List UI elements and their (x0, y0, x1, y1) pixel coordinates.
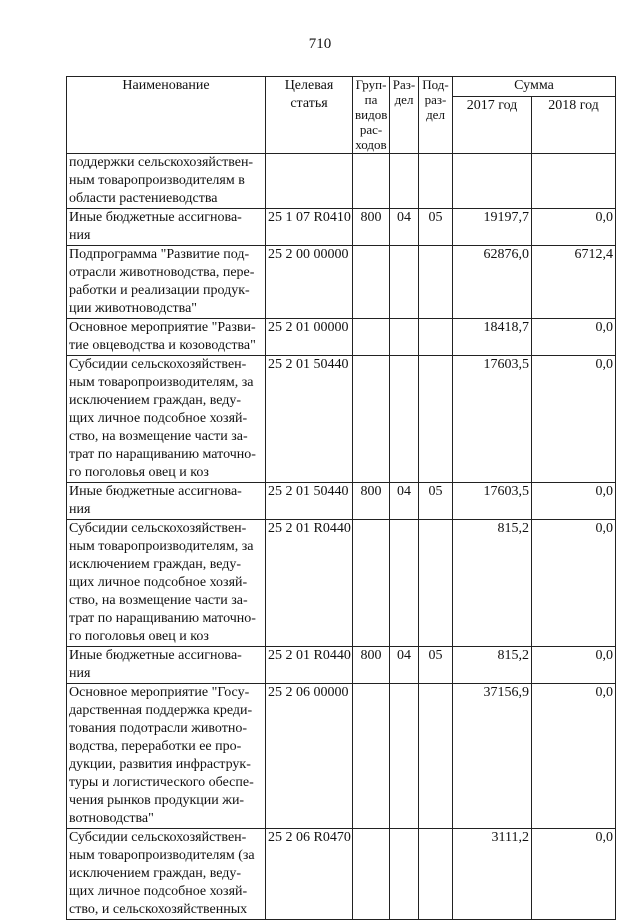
row-name-line: ции животноводства" (69, 301, 198, 316)
row-sum-2017: 815,2 (453, 520, 532, 647)
row-name-line: Иные бюджетные ассигнова- (69, 210, 242, 225)
row-section (390, 356, 419, 483)
row-name-line: го поголовья овец и коз (69, 629, 209, 644)
row-name-line: дукции, развития инфраструк- (69, 757, 251, 772)
row-name-line: ным товаропроизводителям в (69, 173, 245, 188)
row-name-line: ство, на возмещение части за- (69, 429, 248, 444)
row-group (353, 356, 390, 483)
row-name-line: Субсидии сельскохозяйствен- (69, 830, 247, 845)
row-name-line: Субсидии сельскохозяйствен- (69, 521, 247, 536)
row-section (390, 829, 419, 920)
row-name (67, 520, 266, 647)
row-sum-2018: 0,0 (532, 647, 616, 684)
row-name-line: работки и реализации продук- (69, 283, 250, 298)
row-subsection (419, 684, 453, 829)
row-name-line: Иные бюджетные ассигнова- (69, 648, 242, 663)
header-name: Наименование (67, 77, 266, 154)
row-subsection (419, 829, 453, 920)
row-name-line: Субсидии сельскохозяйствен- (69, 357, 247, 372)
header-sum: Сумма (453, 77, 616, 97)
row-section: 04 (390, 647, 419, 684)
row-name-line: чения рынков продукции жи- (69, 793, 245, 808)
row-section (390, 246, 419, 319)
table-body (67, 154, 616, 920)
row-group (353, 829, 390, 920)
row-name-line: Подпрограмма "Развитие под- (69, 247, 250, 262)
header-group-line: рас- (359, 122, 383, 137)
row-name-line: щих личное подсобное хозяй- (69, 575, 248, 590)
row-name-line: ство, на возмещение части за- (69, 593, 248, 608)
row-subsection (419, 520, 453, 647)
header-group (353, 77, 390, 154)
row-name (67, 647, 266, 684)
row-sum-2018: 0,0 (532, 483, 616, 520)
row-group (353, 154, 390, 209)
row-name-line: поддержки сельскохозяйствен- (69, 155, 254, 170)
row-group (353, 246, 390, 319)
row-group: 800 (353, 483, 390, 520)
row-name-line: ния (69, 666, 91, 681)
page-number: 710 (308, 36, 332, 52)
header-subsection-line: раз- (424, 92, 447, 107)
header-target-label: Целевая статья (284, 78, 334, 111)
row-name-line: исключением граждан, веду- (69, 393, 242, 408)
row-sum-2018: 0,0 (532, 829, 616, 920)
table-row (67, 684, 616, 829)
row-sum-2018: 0,0 (532, 356, 616, 483)
row-name-line: ния (69, 228, 91, 243)
row-name (67, 246, 266, 319)
row-name-line: дарственная поддержка креди- (69, 703, 253, 718)
row-sum-2017: 17603,5 (453, 483, 532, 520)
row-name-line: трат по наращиванию маточно- (69, 447, 256, 462)
row-name (67, 684, 266, 829)
header-subsection-line: Под- (422, 77, 449, 92)
row-name-line: Иные бюджетные ассигнова- (69, 484, 242, 499)
row-sum-2017: 18418,7 (453, 319, 532, 356)
row-name-line: водства, переработки ее про- (69, 739, 242, 754)
row-name (67, 829, 266, 920)
row-name-line: ство, и сельскохозяйственных (69, 902, 248, 917)
row-name (67, 154, 266, 209)
row-code: 25 2 01 R0440 (266, 647, 353, 684)
row-subsection: 05 (419, 483, 453, 520)
row-section (390, 154, 419, 209)
table-row (67, 246, 616, 319)
row-group: 800 (353, 209, 390, 246)
header-group-line: па (364, 92, 378, 107)
row-name-line: тования подотрасли животно- (69, 721, 247, 736)
header-year-2017: 2017 год (453, 97, 532, 154)
row-sum-2017: 62876,0 (453, 246, 532, 319)
row-sum-2018: 0,0 (532, 684, 616, 829)
header-group-line: Груп- (355, 77, 387, 92)
row-name-line: ным товаропроизводителям (за (69, 848, 255, 863)
row-name-line: тие овцеводства и козоводства" (69, 338, 256, 353)
row-name-line: отрасли животноводства, пере- (69, 265, 255, 280)
row-subsection (419, 356, 453, 483)
row-code: 25 2 01 R0440 (266, 520, 353, 647)
header-subsection-line: дел (426, 107, 445, 122)
row-name-line: го поголовья овец и коз (69, 465, 209, 480)
row-code: 25 1 07 R0410 (266, 209, 353, 246)
header-section-line: дел (394, 92, 414, 107)
row-code: 25 2 01 00000 (266, 319, 353, 356)
row-sum-2017: 19197,7 (453, 209, 532, 246)
row-section (390, 319, 419, 356)
row-name-line: трат по наращиванию маточно- (69, 611, 256, 626)
table-row (67, 319, 616, 356)
row-section (390, 684, 419, 829)
row-subsection (419, 154, 453, 209)
row-code: 25 2 01 50440 (266, 356, 353, 483)
row-name (67, 209, 266, 246)
row-name-line: исключением граждан, веду- (69, 557, 242, 572)
row-sum-2018: 0,0 (532, 209, 616, 246)
header-target (266, 77, 353, 154)
row-sum-2017: 17603,5 (453, 356, 532, 483)
row-sum-2017: 37156,9 (453, 684, 532, 829)
row-sum-2018: 0,0 (532, 319, 616, 356)
table-row (67, 647, 616, 684)
budget-table (66, 76, 616, 920)
row-name (67, 319, 266, 356)
row-name (67, 483, 266, 520)
header-group-line: видов (355, 107, 388, 122)
row-code: 25 2 06 00000 (266, 684, 353, 829)
row-group (353, 520, 390, 647)
row-group: 800 (353, 647, 390, 684)
row-name-line: щих личное подсобное хозяй- (69, 884, 248, 899)
row-name-line: Основное мероприятие "Разви- (69, 320, 256, 335)
row-section (390, 520, 419, 647)
row-subsection (419, 246, 453, 319)
row-sum-2017: 815,2 (453, 647, 532, 684)
row-sum-2018 (532, 154, 616, 209)
row-name-line: ния (69, 502, 91, 517)
row-sum-2018: 6712,4 (532, 246, 616, 319)
header-section (390, 77, 419, 154)
header-year-2018: 2018 год (532, 97, 616, 154)
row-code: 25 2 06 R0470 (266, 829, 353, 920)
row-subsection: 05 (419, 647, 453, 684)
row-section: 04 (390, 483, 419, 520)
row-sum-2017: 3111,2 (453, 829, 532, 920)
row-subsection: 05 (419, 209, 453, 246)
row-code: 25 2 01 50440 (266, 483, 353, 520)
row-name-line: вотноводства" (69, 811, 154, 826)
row-group (353, 319, 390, 356)
table-row (67, 483, 616, 520)
header-section-line: Раз- (392, 77, 416, 92)
table-row (67, 520, 616, 647)
header-subsection (419, 77, 453, 154)
row-name-line: исключением граждан, веду- (69, 866, 242, 881)
row-sum-2018: 0,0 (532, 520, 616, 647)
row-group (353, 684, 390, 829)
header-group-line: ходов (355, 137, 387, 152)
row-subsection (419, 319, 453, 356)
row-name-line: ным товаропроизводителям, за (69, 375, 254, 390)
row-name-line: области растениеводства (69, 191, 218, 206)
row-name-line: туры и логистического обеспе- (69, 775, 254, 790)
row-name (67, 356, 266, 483)
table-row (67, 356, 616, 483)
row-code: 25 2 00 00000 (266, 246, 353, 319)
table-row (67, 829, 616, 920)
row-sum-2017 (453, 154, 532, 209)
row-name-line: щих личное подсобное хозяй- (69, 411, 248, 426)
row-name-line: Основное мероприятие "Госу- (69, 685, 250, 700)
row-section: 04 (390, 209, 419, 246)
row-code (266, 154, 353, 209)
table-row (67, 209, 616, 246)
table-row (67, 154, 616, 209)
row-name-line: ным товаропроизводителям, за (69, 539, 254, 554)
